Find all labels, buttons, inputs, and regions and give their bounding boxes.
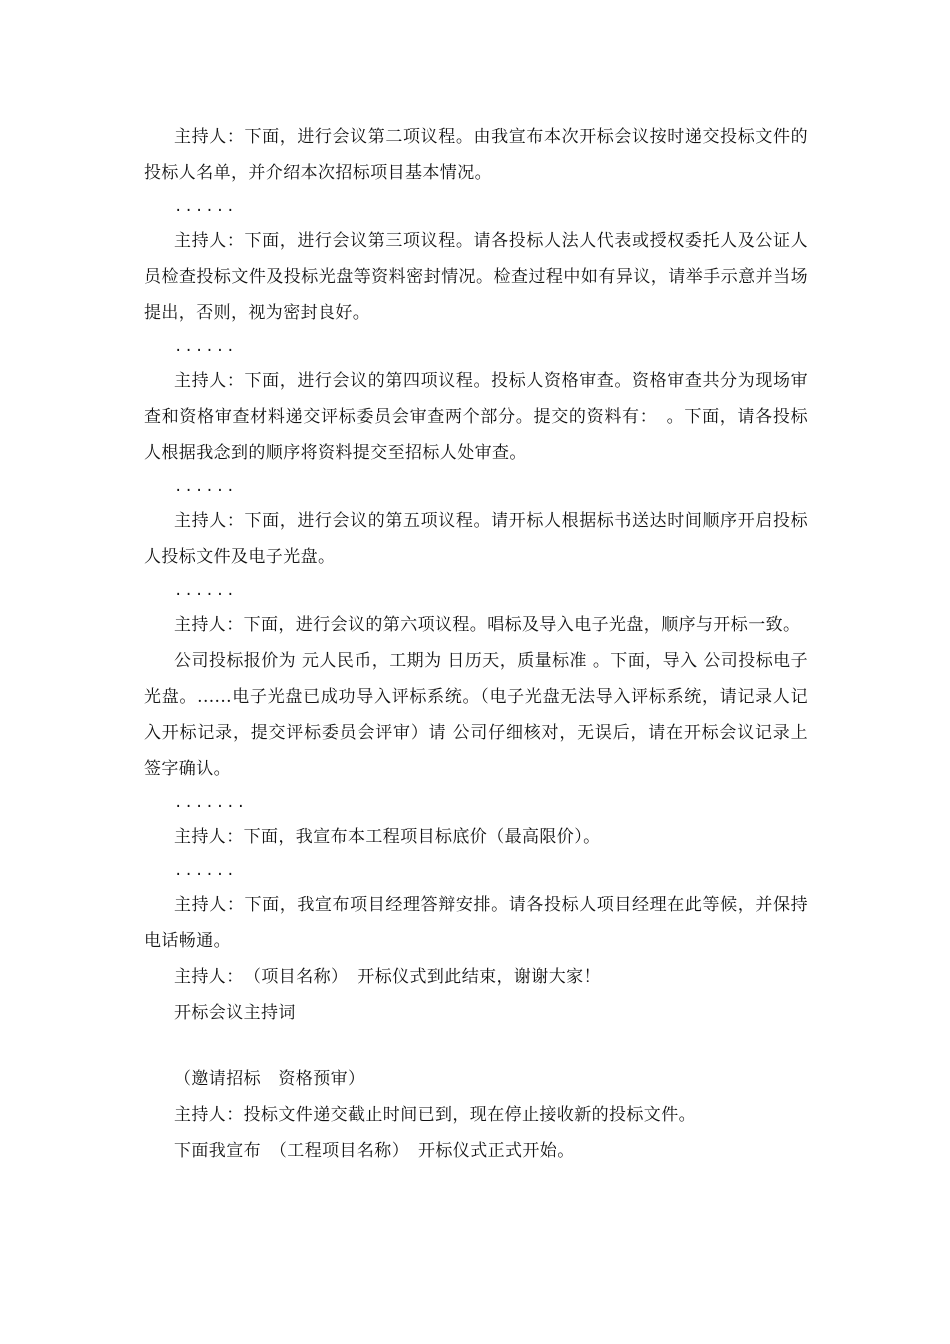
ellipsis-line: ...... <box>174 479 237 495</box>
ellipsis-line: ...... <box>174 583 237 599</box>
paragraph: 主持人：下面，我宣布本工程项目标底价（最高限价）。 <box>174 827 601 847</box>
paragraph: 主持人：下面，进行会议的第五项议程。请开标人根据标书送达时间顺序开启投标人投标文件及电子光盘。 <box>144 511 808 567</box>
paragraph: 主持人：下面，进行会议第二项议程。由我宣布本次开标会议按时递交投标文件的投标人名单，并介绍本次招标项目基本情况。 <box>144 127 808 183</box>
paragraph: 主持人： （项目名称） 开标仪式到此结束，谢谢大家！ <box>174 967 601 987</box>
paragraph: 主持人：下面，进行会议的第四项议程。投标人资格审查。资格审查共分为现场审查和资格审查材料递交评标委员会审查两个部分。提交的资料有： 。下面，请各投标人根据我念到的顺序将资料提交至招标人处审查。 <box>144 371 808 463</box>
paragraph: 主持人：下面，进行会议第三项议程。请各投标人法人代表或授权委托人及公证人员检查投标文件及投标光盘等资料密封情况。检查过程中如有异议，请举手示意并当场提出，否则，视为密封良好。 <box>144 231 808 323</box>
ellipsis-line: ...... <box>174 339 237 355</box>
document-body <box>144 119 808 1169</box>
paragraph: 主持人：下面，我宣布项目经理答辩安排。请各投标人项目经理在此等候，并保持电话畅通。 <box>144 895 808 951</box>
ellipsis-line: ...... <box>174 863 237 879</box>
blank-line <box>144 1031 808 1061</box>
paragraph: 主持人：下面，进行会议的第六项议程。唱标及导入电子光盘，顺序与开标一致。 <box>174 615 801 635</box>
paragraph: 下面我宣布 （工程项目名称） 开标仪式正式开始。 <box>174 1141 575 1161</box>
ellipsis-line: ...... <box>174 199 237 215</box>
section-title: 开标会议主持词 <box>174 1003 296 1023</box>
paragraph: 主持人：投标文件递交截止时间已到，现在停止接收新的投标文件。 <box>174 1105 696 1125</box>
paragraph: 公司投标报价为 元人民币，工期为 日历天，质量标准 。下面，导入 公司投标电子光盘。......电子光盘已成功导入评标系统。（电子光盘无法导入评标系统，请记录人记入开标记录，提交评标委员会评审）请 公司仔细核对，无误后，请在开标会议记录上签字确认。 <box>144 651 808 779</box>
ellipsis-line: ....... <box>174 795 248 811</box>
section-subtitle: （邀请招标 资格预审） <box>174 1069 366 1089</box>
